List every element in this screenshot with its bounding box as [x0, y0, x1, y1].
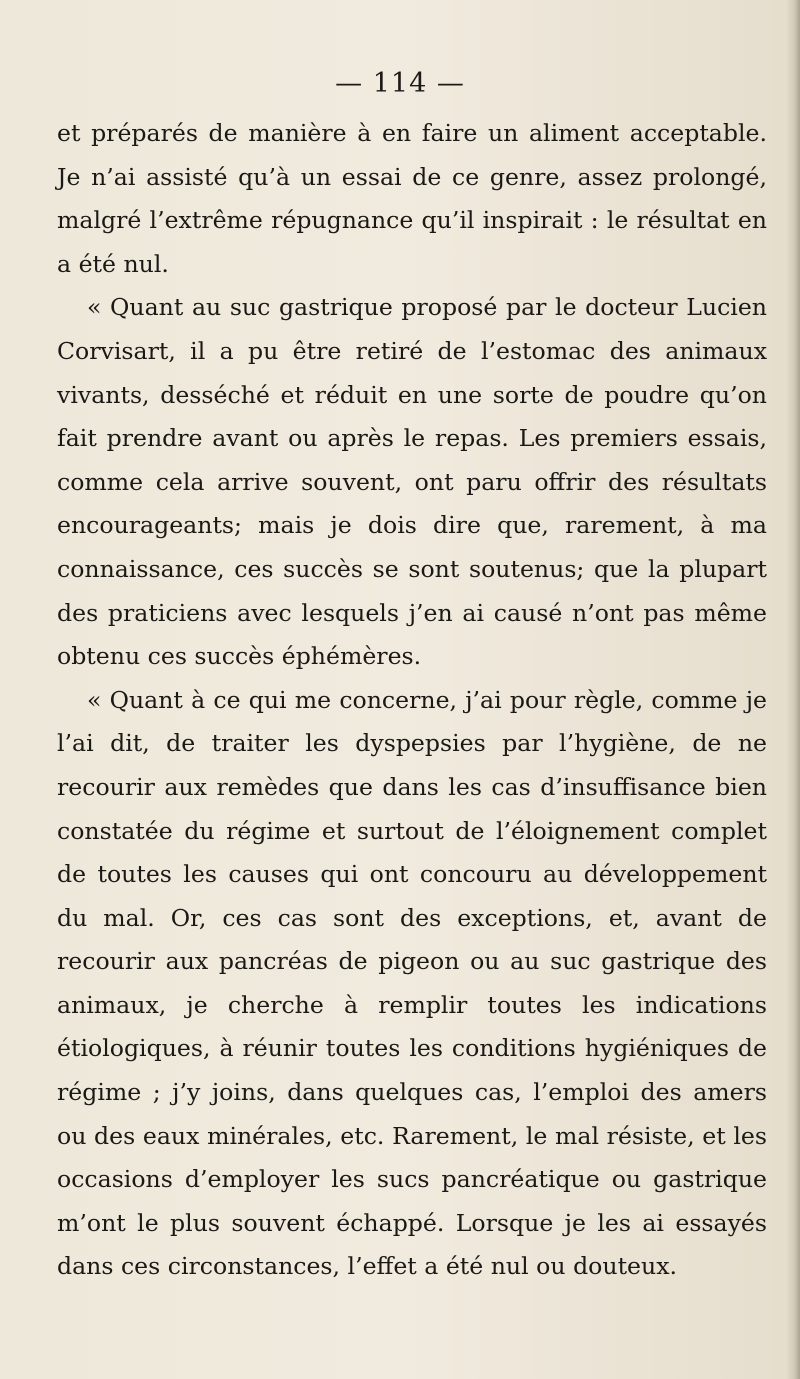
body-text [57, 112, 767, 1289]
paragraph-3: « Quant à ce qui me concerne, j’ai pour règle, comme je l’ai dit, de traiter les dyspepsies par l’hygiène, de ne recourir aux remèdes que dans les cas d’insuffisance bien constatée du régime et surtout de l’éloignement complet de toutes les causes qui ont concouru au développement du mal. Or, ces cas sont des exceptions, et, avant de recourir aux pancréas de pigeon ou au suc gastrique des animaux, je cherche à remplir toutes les indications étiologiques, à réunir toutes les conditions hygiéniques de régime ; j’y joins, dans quelques cas, l’emploi des amers ou des eaux minérales, etc. Rarement, le mal résiste, et les occasions d’employer les sucs pancréatique ou gastrique m’ont le plus souvent échappé. Lorsque je les ai essayés dans ces circonstances, l’effet a été nul ou douteux. [57, 685, 767, 1281]
paragraph-2: « Quant au suc gastrique proposé par le docteur Lucien Corvisart, il a pu être retiré de l’estomac des animaux vivants, desséché et réduit en une sorte de poudre qu’on fait prendre avant ou après le repas. Les premiers essais, comme cela arrive souvent, ont paru offrir des résultats encourageants; mais je dois dire que, rarement, à ma connaissance, ces succès se sont soutenus; que la plupart des praticiens avec lesquels j’en ai causé n’ont pas même obtenu ces succès éphémères. [57, 293, 767, 671]
page-edge-shadow [786, 0, 800, 1379]
page-number: — 114 — [335, 68, 465, 99]
paragraph-1: et préparés de manière à en faire un aliment acceptable. Je n’ai assisté qu’à un essai de ce genre, assez prolongé, malgré l’extrême répugnance qu’il inspirait : le résultat en a été nul. [57, 119, 767, 278]
